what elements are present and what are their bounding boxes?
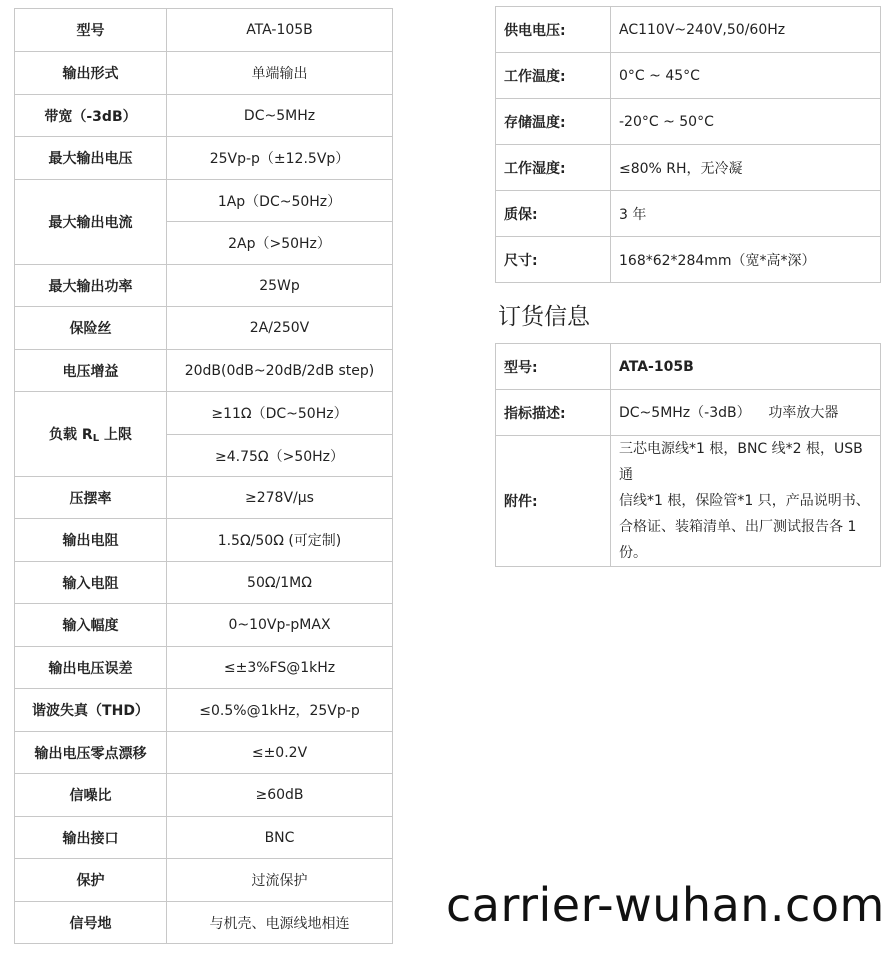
spec-value: 25Wp	[167, 265, 393, 307]
spec-value: 过流保护	[167, 859, 393, 902]
spec-label: 电压增益	[15, 350, 167, 392]
order-desc-value: DC~5MHz（-3dB） 功率放大器	[611, 390, 881, 436]
spec-value: 2Ap（>50Hz）	[167, 222, 393, 265]
spec-value: 0~10Vp-pMAX	[167, 604, 393, 647]
table-row	[15, 477, 393, 519]
spec-value: 与机壳、电源线地相连	[167, 902, 393, 944]
spec-label: 供电电压:	[496, 7, 611, 53]
spec-value: 2A/250V	[167, 307, 393, 350]
spec-value: 50Ω/1MΩ	[167, 562, 393, 604]
table-row	[15, 774, 393, 817]
table-row	[15, 817, 393, 859]
table-row	[496, 53, 881, 99]
table-row	[15, 902, 393, 944]
spec-label: 输出电阻	[15, 519, 167, 562]
order-info-table	[495, 343, 881, 567]
table-row	[15, 52, 393, 95]
spec-label: 带宽（-3dB）	[15, 95, 167, 137]
spec-label: 压摆率	[15, 477, 167, 519]
spec-label: 输出电压零点漂移	[15, 732, 167, 774]
spec-value: ≥4.75Ω（>50Hz）	[167, 435, 393, 477]
spec-value: 25Vp-p（±12.5Vp）	[167, 137, 393, 180]
table-row	[496, 390, 881, 436]
table-row	[496, 344, 881, 390]
spec-label: 最大输出电压	[15, 137, 167, 180]
table-row	[15, 350, 393, 392]
spec-label: 谐波失真（THD）	[15, 689, 167, 732]
table-row	[15, 732, 393, 774]
spec-label: 质保:	[496, 191, 611, 237]
spec-label: 输出接口	[15, 817, 167, 859]
spec-value: BNC	[167, 817, 393, 859]
table-row	[496, 191, 881, 237]
load-label-subscript: L	[92, 433, 100, 444]
spec-label: 最大输出功率	[15, 265, 167, 307]
order-accessories-value	[611, 436, 881, 567]
website-watermark: carrier-wuhan.com	[446, 878, 885, 932]
table-row	[15, 689, 393, 732]
accessories-line: 合格证、装箱清单、出厂测试报告各 1 份。	[619, 519, 857, 561]
spec-label: 信号地	[15, 902, 167, 944]
spec-label: 输出形式	[15, 52, 167, 95]
table-row	[496, 99, 881, 145]
spec-value: ≤0.5%@1kHz，25Vp-p	[167, 689, 393, 732]
spec-value: 3 年	[611, 191, 881, 237]
table-row	[15, 307, 393, 350]
table-row	[15, 180, 393, 222]
spec-value: 单端输出	[167, 52, 393, 95]
order-label: 附件:	[496, 436, 611, 567]
spec-value: ≥11Ω（DC~50Hz）	[167, 392, 393, 435]
spec-label: 尺寸:	[496, 237, 611, 283]
order-label: 型号:	[496, 344, 611, 390]
spec-value: DC~5MHz	[167, 95, 393, 137]
specs-table	[14, 8, 393, 944]
table-row	[15, 392, 393, 435]
spec-value: -20°C ~ 50°C	[611, 99, 881, 145]
spec-label: 保险丝	[15, 307, 167, 350]
order-model-value: ATA-105B	[611, 344, 881, 390]
accessories-line: 三芯电源线*1 根，BNC 线*2 根，USB 通	[619, 441, 863, 483]
table-row	[15, 9, 393, 52]
table-row	[496, 237, 881, 283]
table-row	[15, 604, 393, 647]
spec-label: 输出电压误差	[15, 647, 167, 689]
spec-value: ≤±0.2V	[167, 732, 393, 774]
table-row	[15, 95, 393, 137]
environment-table	[495, 6, 881, 283]
spec-label: 最大输出电流	[15, 180, 167, 265]
table-row	[15, 519, 393, 562]
spec-label: 输入电阻	[15, 562, 167, 604]
spec-label: 保护	[15, 859, 167, 902]
load-label-suffix: 上限	[99, 427, 132, 443]
spec-label: 型号	[15, 9, 167, 52]
table-row	[15, 562, 393, 604]
table-row	[496, 145, 881, 191]
accessories-line: 信线*1 根，保险管*1 只，产品说明书、	[619, 493, 870, 509]
spec-value: ATA-105B	[167, 9, 393, 52]
spec-value: 20dB(0dB~20dB/2dB step)	[167, 350, 393, 392]
spec-value: AC110V~240V,50/60Hz	[611, 7, 881, 53]
spec-label: 工作温度:	[496, 53, 611, 99]
order-label: 指标描述:	[496, 390, 611, 436]
spec-label: 信噪比	[15, 774, 167, 817]
spec-value: ≤80% RH，无冷凝	[611, 145, 881, 191]
spec-label: 存储温度:	[496, 99, 611, 145]
table-row	[496, 7, 881, 53]
spec-value: ≥60dB	[167, 774, 393, 817]
order-info-heading: 订货信息	[498, 304, 590, 330]
load-limit-label	[15, 392, 167, 477]
spec-value: 1Ap（DC~50Hz）	[167, 180, 393, 222]
table-row	[15, 859, 393, 902]
spec-value: ≤±3%FS@1kHz	[167, 647, 393, 689]
table-row	[496, 436, 881, 567]
spec-label: 输入幅度	[15, 604, 167, 647]
table-row	[15, 647, 393, 689]
spec-value: 0°C ~ 45°C	[611, 53, 881, 99]
spec-value: 168*62*284mm（宽*高*深）	[611, 237, 881, 283]
spec-value: 1.5Ω/50Ω (可定制)	[167, 519, 393, 562]
load-label-prefix: 负载 R	[49, 427, 93, 443]
table-row	[15, 137, 393, 180]
spec-label: 工作湿度:	[496, 145, 611, 191]
table-row	[15, 265, 393, 307]
spec-value: ≥278V/μs	[167, 477, 393, 519]
